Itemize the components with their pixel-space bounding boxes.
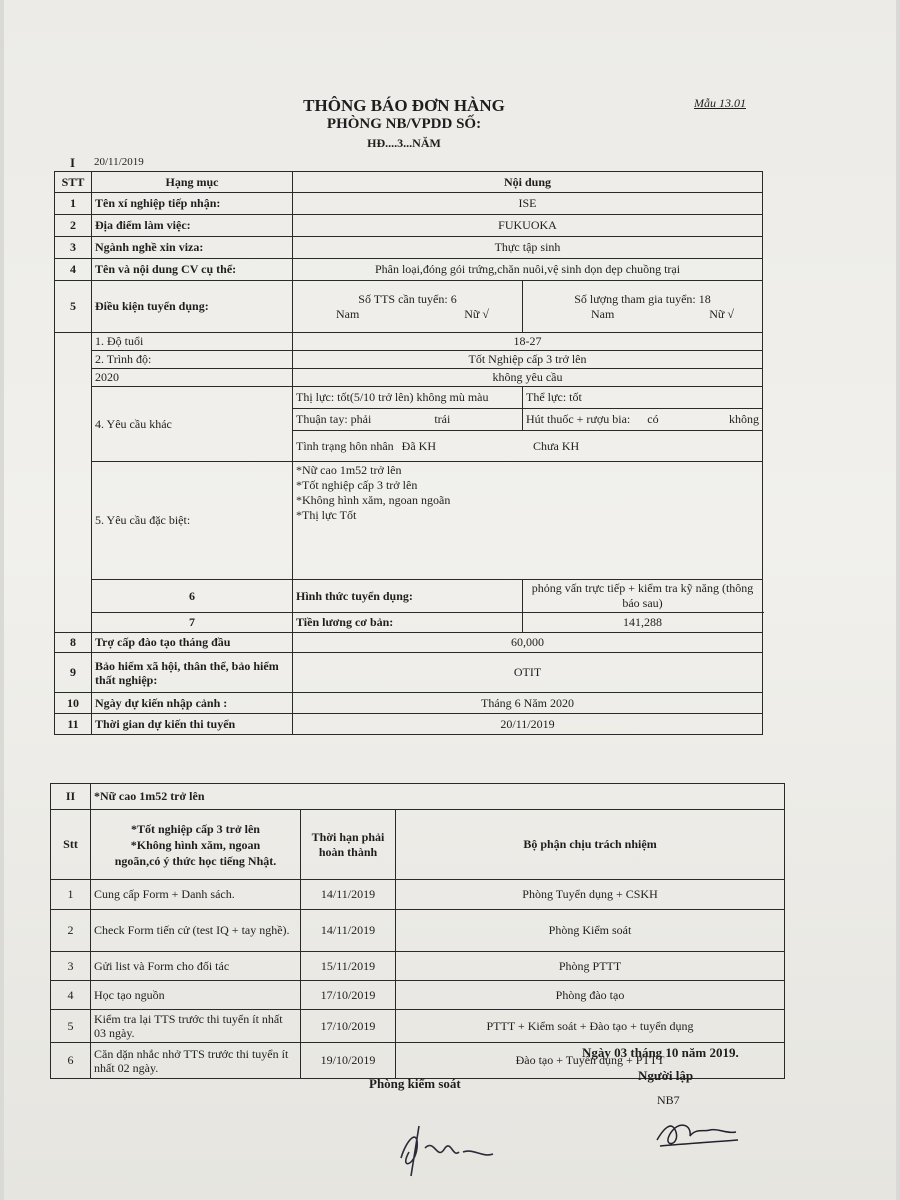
creator-name: NB7: [657, 1093, 680, 1107]
table-row: [51, 880, 785, 910]
table-row: [55, 693, 763, 714]
row-value: Phân loại,đóng gói trứng,chăn nuôi,vệ sinh dọn dẹp chuồng trại: [293, 259, 763, 281]
row-stt: 2: [51, 910, 91, 952]
row-value: ISE: [293, 193, 763, 215]
row-value: FUKUOKA: [293, 215, 763, 237]
table-row: [55, 369, 763, 387]
col-header-category: Hạng mục: [92, 172, 293, 193]
section-ii-marker: II: [51, 784, 91, 810]
fitness-cell: Thể lực: tốt: [523, 387, 763, 409]
row-label: Hình thức tuyển dụng:: [293, 580, 523, 613]
deadline-cell: 17/10/2019: [301, 1010, 396, 1043]
row-stt: 11: [55, 714, 92, 735]
row-label: Tên xí nghiệp tiếp nhận:: [92, 193, 293, 215]
table-row: [55, 653, 763, 693]
married-option: Đã KH: [401, 438, 436, 453]
vision-cell: Thị lực: tốt(5/10 trở lên) không mù màu: [293, 387, 523, 409]
note-height: *Nữ cao 1m52 trở lên: [91, 784, 785, 810]
marital-status-label: Tình trạng hôn nhân Đã KH: [296, 438, 436, 453]
task-cell: Căn dặn nhắc nhở TTS trước thi tuyển ít nhất 02 ngày.: [91, 1043, 301, 1079]
row-value: OTIT: [293, 653, 763, 693]
special-item: *Nữ cao 1m52 trở lên: [296, 463, 402, 477]
row-stt: 8: [55, 633, 92, 653]
table-row: [55, 351, 763, 369]
special-item: *Thị lực Tốt: [296, 508, 357, 522]
creator-signature: [652, 1110, 742, 1154]
male-label: Nam: [336, 306, 360, 321]
education-label: 2. Trình độ:: [92, 351, 293, 369]
age-label: 1. Độ tuổi: [92, 333, 293, 351]
control-signature: [389, 1118, 499, 1178]
special-requirements-label: 5. Yêu cầu đặc biệt:: [92, 462, 293, 580]
department-cell: Đào tạo + Tuyển dụng + PTTT: [396, 1043, 785, 1079]
table-row: [55, 387, 763, 409]
participants-cell: [523, 281, 763, 333]
row-stt: 3: [51, 952, 91, 981]
smoking-yes: có: [647, 412, 659, 426]
department-cell: Phòng PTTT: [396, 952, 785, 981]
document-title: THÔNG BÁO ĐƠN HÀNG: [303, 96, 505, 115]
deadline-cell: 14/11/2019: [301, 880, 396, 910]
other-requirements-label: 4. Yêu cầu khác: [92, 387, 293, 462]
row-stt: 7: [92, 613, 293, 633]
table-row: [55, 633, 763, 653]
row-stt: 6: [51, 1043, 91, 1079]
form-number: Mẫu 13.01: [694, 96, 746, 110]
row-stt: 3: [55, 237, 92, 259]
task-cell: Học tạo nguồn: [91, 981, 301, 1010]
department-cell: Phòng Tuyển dụng + CSKH: [396, 880, 785, 910]
row-stt: 5: [51, 1010, 91, 1043]
special-item: *Tốt nghiệp cấp 3 trở lên: [296, 478, 418, 492]
row-stt: 5: [55, 281, 92, 333]
signing-date: Ngày 03 tháng 10 năm 2019.: [582, 1045, 739, 1060]
row-label: Ngành nghề xin viza:: [92, 237, 293, 259]
document-page: [4, 0, 896, 1200]
education-value: Tốt Nghiệp cấp 3 trở lên: [293, 351, 763, 369]
deadline-cell: 19/10/2019: [301, 1043, 396, 1079]
participants-count: Số lượng tham gia tuyển: 18: [574, 291, 711, 306]
department-cell: PTTT + Kiểm soát + Đào tạo + tuyển dụng: [396, 1010, 785, 1043]
row-stt: 1: [51, 880, 91, 910]
year-label: 2020: [92, 369, 293, 387]
row-value: 20/11/2019: [293, 714, 763, 735]
deadline-cell: 14/11/2019: [301, 910, 396, 952]
table-row: [55, 333, 763, 351]
section-i-marker: I: [70, 155, 76, 170]
table-row: [51, 784, 785, 810]
row-label: Tên và nội dung CV cụ thể:: [92, 259, 293, 281]
responsibility-table: [50, 783, 785, 1079]
contract-number: HĐ....3...NĂM: [367, 136, 441, 150]
task-cell: Check Form tiến cử (test IQ + tay nghề).: [91, 910, 301, 952]
required-trainees: Số TTS cần tuyển: 6: [358, 291, 457, 306]
task-cell: Cung cấp Form + Danh sách.: [91, 880, 301, 910]
row-stt: 1: [55, 193, 92, 215]
row-stt: 4: [51, 981, 91, 1010]
row-label: Điều kiện tuyển dụng:: [92, 281, 293, 333]
table-row: [55, 281, 763, 333]
table-row: [51, 910, 785, 952]
table-row: [55, 613, 763, 633]
col-header-deadline: Thời hạn phải hoàn thành: [301, 810, 396, 880]
row-stt: 10: [55, 693, 92, 714]
table-row: [55, 215, 763, 237]
document-date: 20/11/2019: [94, 156, 144, 168]
task-cell: Gửi list và Form cho đối tác: [91, 952, 301, 981]
row-value: 60,000: [293, 633, 763, 653]
control-dept-title: Phòng kiểm soát: [369, 1076, 461, 1091]
table-row: [51, 1010, 785, 1043]
age-value: 18-27: [293, 333, 763, 351]
handedness-cell: [293, 409, 523, 431]
order-info-table: [54, 171, 763, 735]
deadline-cell: 15/11/2019: [301, 952, 396, 981]
year-value: không yêu cầu: [293, 369, 763, 387]
required-trainees-cell: [293, 281, 523, 333]
table-row: [55, 193, 763, 215]
row-label: Địa điểm làm việc:: [92, 215, 293, 237]
document-subtitle: PHÒNG NB/VPDD SỐ:: [326, 116, 482, 132]
male-label: Nam: [591, 306, 615, 321]
department-cell: Phòng đào tạo: [396, 981, 785, 1010]
table-row: [55, 714, 763, 735]
table-row: [55, 462, 763, 580]
row-label: Bảo hiểm xã hội, thân thể, bảo hiểm thất nghiệp:: [92, 653, 293, 693]
col-header-task: *Tốt nghiệp cấp 3 trở lên *Không hình xăm, ngoan ngoãn,có ý thức học tiếng Nhật.: [91, 810, 301, 880]
table-row: [55, 580, 763, 613]
row-stt: 4: [55, 259, 92, 281]
special-requirements-list: [293, 462, 763, 580]
special-item: *Không hình xăm, ngoan ngoãn: [296, 493, 451, 507]
row-label: Tiền lương cơ bản:: [293, 613, 523, 633]
row-stt: 9: [55, 653, 92, 693]
female-check: Nữ √: [464, 306, 489, 321]
table-row: [51, 981, 785, 1010]
row-label: Ngày dự kiến nhập cảnh :: [92, 693, 293, 714]
marital-status-cell: [293, 431, 763, 462]
col-header-stt: STT: [55, 172, 92, 193]
handedness-right: Thuận tay: phải: [296, 412, 372, 426]
table-row: [55, 237, 763, 259]
col-header-content: Nội dung: [293, 172, 763, 193]
row-value: Thực tập sinh: [293, 237, 763, 259]
smoking-no: không: [729, 412, 759, 426]
single-option: Chưa KH: [533, 438, 580, 453]
department-cell: Phòng Kiểm soát: [396, 910, 785, 952]
female-check: Nữ √: [709, 306, 734, 321]
deadline-cell: 17/10/2019: [301, 981, 396, 1010]
table-row: [51, 952, 785, 981]
table-header-row: [51, 810, 785, 880]
task-cell: Kiểm tra lại TTS trước thi tuyển ít nhất 03 ngày.: [91, 1010, 301, 1043]
col-header-stt: Stt: [51, 810, 91, 880]
creator-title: Người lập: [638, 1068, 694, 1083]
row-value: Tháng 6 Năm 2020: [293, 693, 763, 714]
row-value: phỏng vấn trực tiếp + kiểm tra kỹ năng (thông báo sau): [523, 580, 763, 613]
row-label: Trợ cấp đào tạo tháng đầu: [92, 633, 293, 653]
smoking-cell: [523, 409, 763, 431]
row-label: Thời gian dự kiến thi tuyển: [92, 714, 293, 735]
table-row: [55, 259, 763, 281]
row-value: 141,288: [523, 613, 763, 633]
col-header-department: Bộ phận chịu trách nhiệm: [396, 810, 785, 880]
row-stt: 2: [55, 215, 92, 237]
handedness-left: trái: [434, 412, 451, 426]
row-stt: 6: [92, 580, 293, 613]
smoking-label: Hút thuốc + rượu bia:: [526, 412, 631, 426]
